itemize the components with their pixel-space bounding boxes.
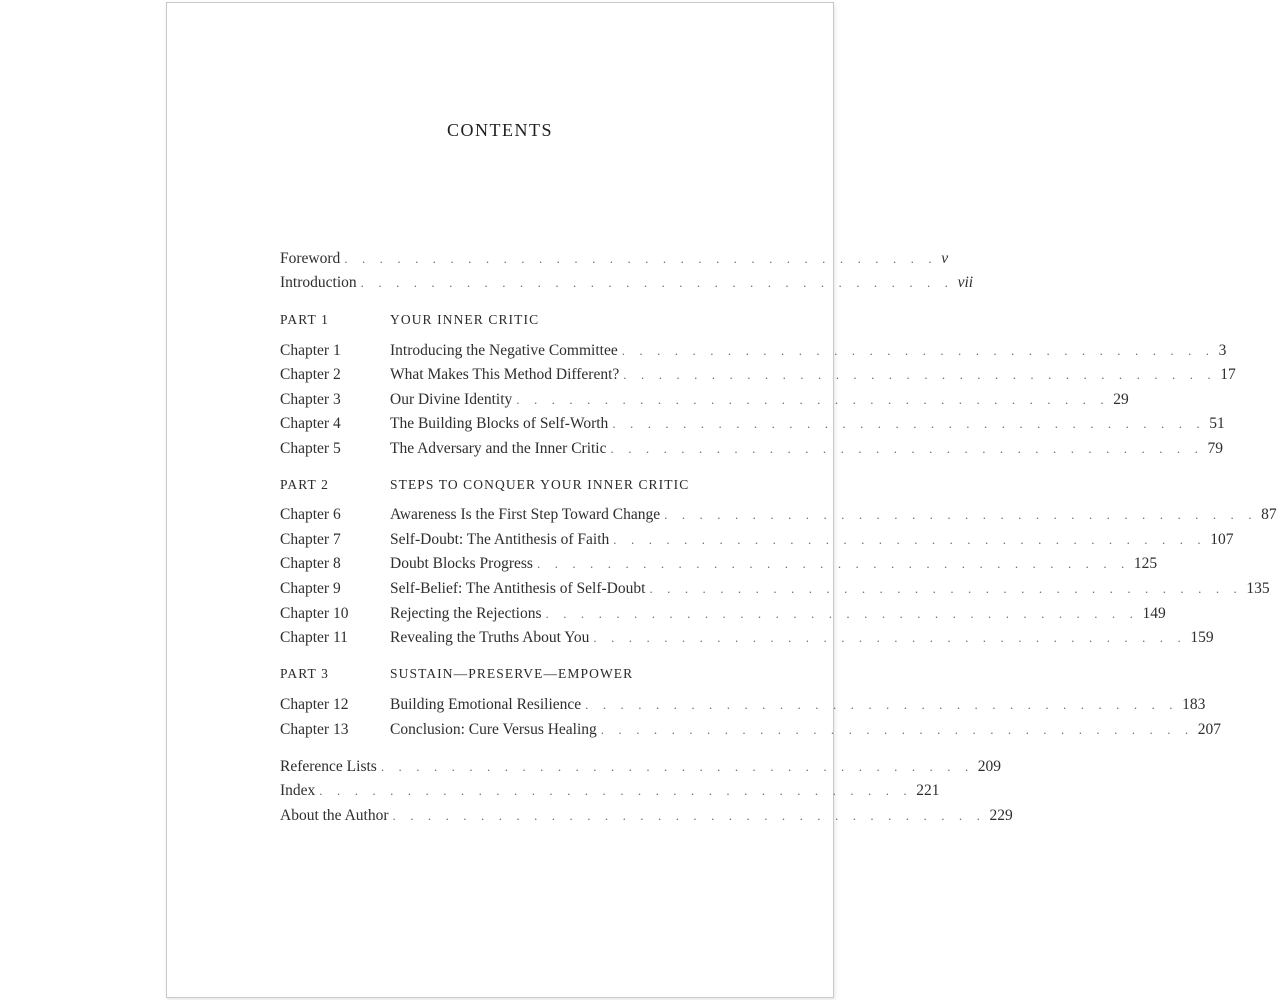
chapter-title: The Adversary and the Inner Critic (390, 440, 607, 457)
chapter-title: Doubt Blocks Progress (390, 555, 533, 572)
chapter-title: Self-Belief: The Antithesis of Self-Doubt (390, 580, 646, 597)
entry-label: Index (280, 782, 316, 799)
page-number: 159 (1190, 629, 1214, 646)
page-number: 135 (1246, 580, 1270, 597)
chapter-label: Chapter 3 (280, 391, 341, 408)
toc-entry-chapter-12 (280, 693, 1206, 717)
page-number: 3 (1218, 342, 1227, 359)
toc-entry-chapter-6 (280, 503, 1277, 527)
dot-leader: . . . . . . . . . . . . . . . . . . . . . . . . . . . . . . . . . . (593, 630, 1187, 645)
toc-entry-chapter-4 (280, 412, 1225, 436)
toc-entry-chapter-5 (280, 437, 1223, 461)
toc-entry-chapter-11 (280, 626, 1214, 650)
part-label: PART 3 (280, 666, 329, 681)
book-page (166, 2, 1277, 998)
part-label: PART 2 (280, 477, 329, 492)
chapter-title: The Building Blocks of Self-Worth (390, 415, 609, 432)
chapter-label: Chapter 5 (280, 440, 341, 457)
page-number: v (941, 250, 949, 267)
toc-entry-chapter-1 (280, 339, 1227, 363)
toc-entry-chapter-10 (280, 602, 1166, 626)
dot-leader: . . . . . . . . . . . . . . . . . . . . . . . . . . . . . . . . . . (380, 759, 974, 774)
page-number: 183 (1182, 696, 1206, 713)
part-label: PART 1 (280, 312, 329, 327)
dot-leader: . . . . . . . . . . . . . . . . . . . . . . . . . . . . . . . . . . (610, 441, 1204, 456)
dot-leader: . . . . . . . . . . . . . . . . . . . . . . . . . . . . . . . . . . (360, 275, 954, 290)
chapter-label: Chapter 12 (280, 696, 349, 713)
page-number: 17 (1220, 366, 1236, 383)
toc-entry-introduction (280, 271, 974, 295)
chapter-title: Introducing the Negative Committee (390, 342, 618, 359)
entry-label: About the Author (280, 807, 389, 824)
toc-entry-chapter-8 (280, 552, 1158, 576)
toc-entry-reference-lists (280, 755, 1002, 779)
page-number: 125 (1133, 555, 1158, 572)
dot-leader: . . . . . . . . . . . . . . . . . . . . . . . . . . . . . . . . . . (623, 367, 1217, 382)
page-number: vii (957, 274, 974, 291)
chapter-label: Chapter 13 (280, 721, 349, 738)
part-title: STEPS TO CONQUER YOUR INNER CRITIC (390, 477, 690, 492)
part-title: YOUR INNER CRITIC (390, 312, 540, 327)
toc-entry-chapter-7 (280, 528, 1234, 552)
chapter-label: Chapter 9 (280, 580, 341, 597)
chapter-title: What Makes This Method Different? (390, 366, 620, 383)
dot-leader: . . . . . . . . . . . . . . . . . . . . . . . . . . . . . . . . . . (600, 722, 1194, 737)
dot-leader: . . . . . . . . . . . . . . . . . . . . . . . . . . . . . . . . . . (536, 556, 1130, 571)
toc-entry-about-the-author (280, 804, 1013, 828)
dot-leader: . . . . . . . . . . . . . . . . . . . . . . . . . . . . . . . . . . (585, 697, 1179, 712)
chapter-label: Chapter 8 (280, 555, 341, 572)
part-heading-3 (280, 666, 736, 688)
page-number: 149 (1142, 605, 1166, 622)
toc-entry-chapter-9 (280, 577, 1270, 601)
page-number: 207 (1197, 721, 1221, 738)
toc-entry-chapter-2 (280, 363, 1236, 387)
chapter-label: Chapter 2 (280, 366, 341, 383)
chapter-label: Chapter 6 (280, 506, 341, 523)
dot-leader: . . . . . . . . . . . . . . . . . . . . . . . . . . . . . . . . . . (612, 416, 1206, 431)
chapter-title: Awareness Is the First Step Toward Change (390, 506, 661, 523)
page-number: 107 (1210, 531, 1234, 548)
dot-leader: . . . . . . . . . . . . . . . . . . . . . . . . . . . . . . . . . . (516, 392, 1110, 407)
dot-leader: . . . . . . . . . . . . . . . . . . . . . . . . . . . . . . . . . . (621, 343, 1215, 358)
page-number: 221 (916, 782, 940, 799)
part-heading-1 (280, 312, 736, 334)
dot-leader: . . . . . . . . . . . . . . . . . . . . . . . . . . . . . . . . . . (664, 507, 1258, 522)
dot-leader: . . . . . . . . . . . . . . . . . . . . . . . . . . . . . . . . . . (649, 581, 1243, 596)
entry-label: Introduction (280, 274, 357, 291)
toc-entry-chapter-13 (280, 718, 1221, 742)
chapter-label: Chapter 1 (280, 342, 341, 359)
dot-leader: . . . . . . . . . . . . . . . . . . . . . . . . . . . . . . . . . . (344, 251, 938, 266)
page-number: 29 (1113, 391, 1129, 408)
entry-label: Reference Lists (280, 758, 377, 775)
chapter-title: Revealing the Truths About You (390, 629, 590, 646)
page-number: 51 (1209, 415, 1225, 432)
page-number: 79 (1207, 440, 1223, 457)
chapter-label: Chapter 4 (280, 415, 341, 432)
page-number: 229 (989, 807, 1013, 824)
contents-heading: CONTENTS (447, 120, 553, 140)
chapter-title: Building Emotional Resilience (390, 696, 582, 713)
dot-leader: . . . . . . . . . . . . . . . . . . . . . . . . . . . . . . . . . . (392, 808, 986, 823)
chapter-title: Self-Doubt: The Antithesis of Faith (390, 531, 610, 548)
dot-leader: . . . . . . . . . . . . . . . . . . . . . . . . . . . . . . . . . . (545, 606, 1139, 621)
page-number: 209 (977, 758, 1002, 775)
chapter-title: Conclusion: Cure Versus Healing (390, 721, 597, 738)
toc-entry-foreword (280, 247, 949, 271)
chapter-label: Chapter 11 (280, 629, 348, 646)
part-heading-2 (280, 477, 736, 499)
part-title: SUSTAIN—PRESERVE—EMPOWER (390, 666, 634, 681)
dot-leader: . . . . . . . . . . . . . . . . . . . . . . . . . . . . . . . . . . (613, 532, 1207, 547)
entry-label: Foreword (280, 250, 341, 267)
dot-leader: . . . . . . . . . . . . . . . . . . . . . . . . . . . . . . . . . . (319, 783, 913, 798)
toc-entry-index (280, 779, 940, 803)
chapter-label: Chapter 7 (280, 531, 341, 548)
chapter-title: Our Divine Identity (390, 391, 513, 408)
chapter-title: Rejecting the Rejections (390, 605, 542, 622)
chapter-label: Chapter 10 (280, 605, 349, 622)
page-number: 87 (1261, 506, 1277, 523)
toc-entry-chapter-3 (280, 388, 1129, 412)
